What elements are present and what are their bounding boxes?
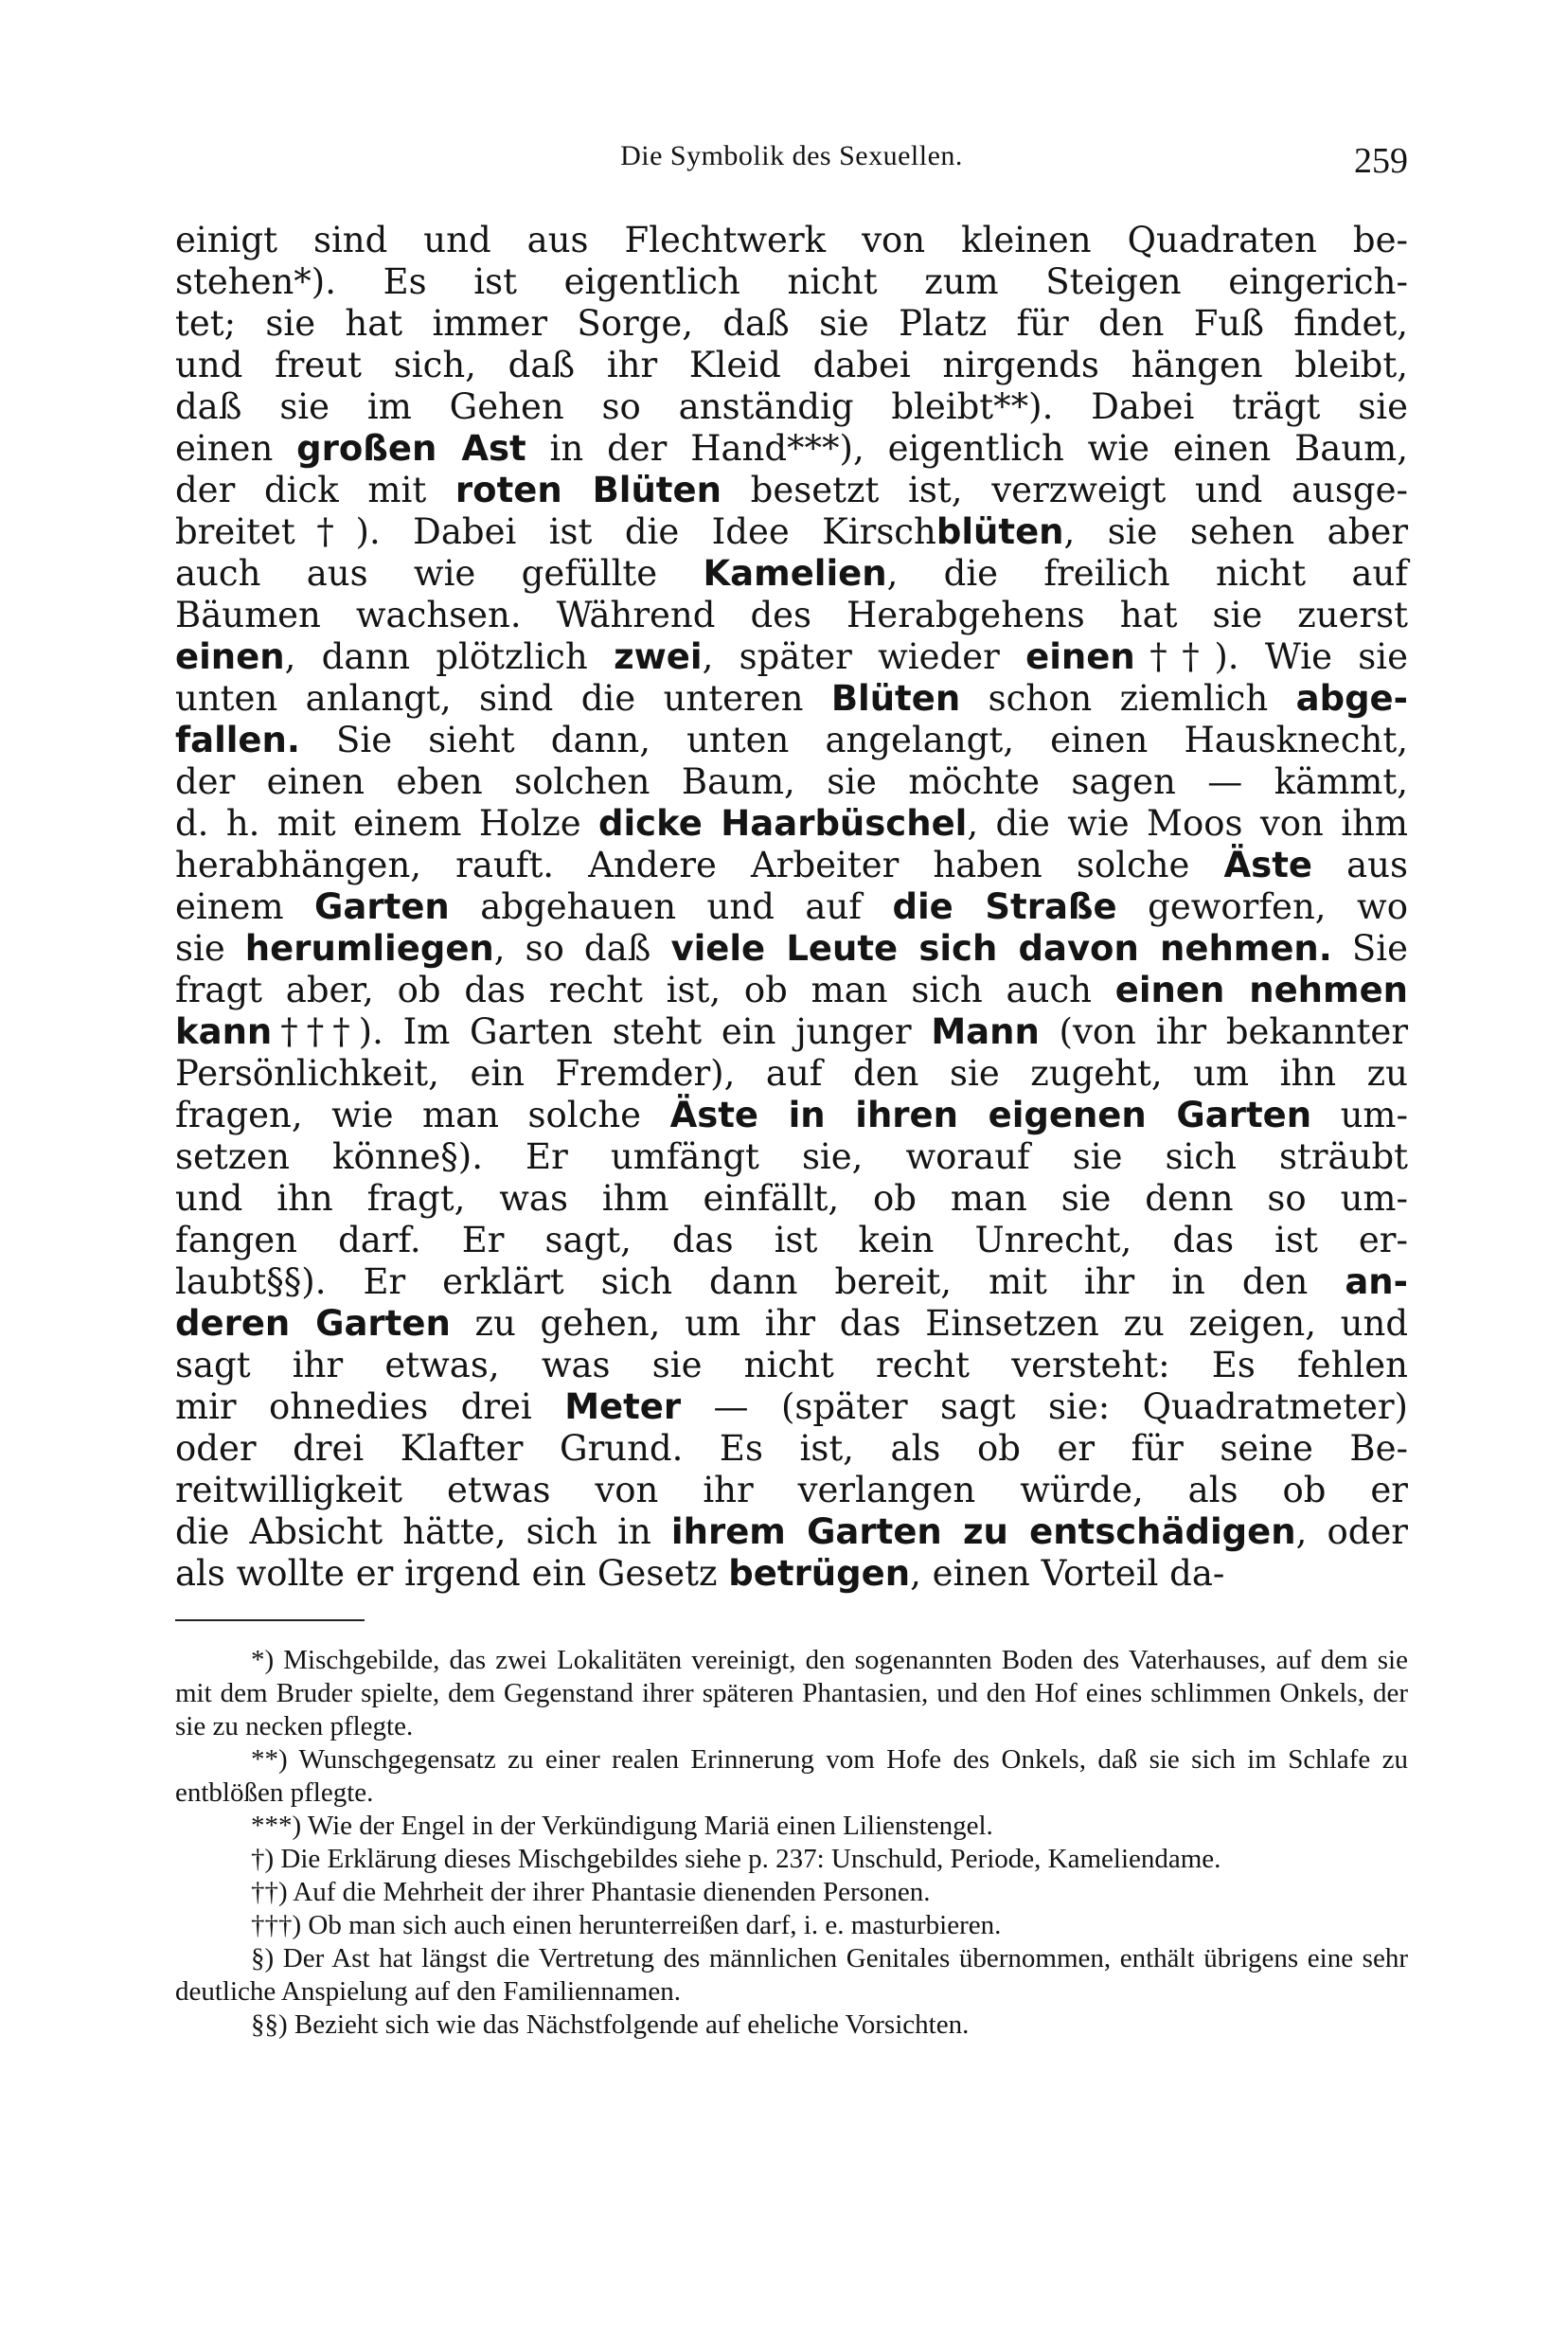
footnote: ††) Auf die Mehrheit der ihrer Phantasie dienenden Personen. (251, 1877, 931, 1907)
text-run: , dann plötzlich (284, 636, 615, 677)
text-run: um- (1311, 1095, 1408, 1135)
text-run: einigt sind und aus Flechtwerk von kleinen Quadraten be- (175, 220, 1408, 260)
text-line (175, 1386, 1408, 1428)
footnotes (175, 1644, 1408, 2042)
text-run: fragen, wie man solche (175, 1095, 670, 1135)
text-run: , so daß (493, 928, 671, 969)
running-header (175, 140, 1408, 187)
text-line (175, 1303, 1408, 1345)
text-run: der einen eben solchen Baum, sie möchte sagen — kämmt, (175, 761, 1408, 802)
text-line (175, 803, 1408, 845)
text-line (175, 470, 1408, 511)
text-run: herabhängen, rauft. Andere Arbeiter haben solche (175, 845, 1224, 885)
text-line (175, 1136, 1408, 1178)
footnote: †††) Ob man sich auch einen herunterreißen darf, i. e. masturbieren. (251, 1910, 1002, 1940)
text-run: ††). Wie sie (1134, 636, 1409, 677)
text-line (175, 303, 1408, 345)
text-run: die Absicht hätte, sich in (175, 1511, 671, 1552)
emphasized-text: zwei (614, 636, 703, 677)
text-run: daß sie im Gehen so anständig bleibt**). Dabei trägt sie (175, 386, 1408, 427)
text-run: der dick mit (175, 470, 455, 510)
text-run: einem (175, 886, 315, 927)
emphasized-text: Garten (314, 886, 450, 927)
text-line (175, 1095, 1408, 1136)
text-line (175, 886, 1408, 928)
text-run: stehen*). Es ist eigentlich nicht zum Steigen eingerich- (175, 261, 1408, 302)
emphasized-text: einen nehmen (1114, 970, 1409, 1010)
text-run: mir ohnedies drei (175, 1386, 565, 1427)
emphasized-text: Mann (931, 1011, 1040, 1052)
text-line (175, 1053, 1408, 1095)
text-line (175, 845, 1408, 886)
text-line (175, 1428, 1408, 1470)
text-line (175, 261, 1408, 303)
text-line (175, 678, 1408, 720)
text-line (175, 511, 1408, 553)
text-run: sie (175, 928, 245, 969)
footnote: **) Wunschgegensatz zu einer realen Erinnerung vom Hofe des Onkels, daß sie sich im Schlafe zu entblößen pflegte. (175, 1744, 1408, 1808)
text-run: und ihn fragt, was ihm einfällt, ob man sie denn so um- (175, 1178, 1408, 1219)
emphasized-text: deren Garten (175, 1303, 451, 1344)
text-run: — (später sagt sie: Quadratmeter) (681, 1386, 1408, 1427)
emphasized-text: kann (175, 1011, 273, 1052)
text-line (175, 386, 1408, 428)
text-run: Sie (1331, 928, 1408, 969)
text-line (175, 220, 1408, 261)
text-run: oder drei Klafter Grund. Es ist, als ob er für seine Be- (175, 1428, 1408, 1469)
text-run: sagt ihr etwas, was sie nicht recht versteht: Es fehlen (175, 1345, 1408, 1385)
emphasized-text: ihrem Garten zu entschädigen (670, 1511, 1296, 1552)
text-run: schon ziemlich (960, 678, 1296, 719)
main-text (175, 220, 1408, 1595)
text-run: zu gehen, um ihr das Einsetzen zu zeigen, und (450, 1303, 1408, 1344)
emphasized-text: einen (175, 636, 285, 677)
emphasized-text: viele Leute sich davon nehmen. (670, 928, 1332, 969)
text-run: auch aus wie gefüllte (175, 553, 704, 594)
emphasized-text: Äste (1223, 845, 1312, 885)
emphasized-text: einen (1025, 636, 1135, 677)
text-line (175, 928, 1408, 970)
text-run: Persönlichkeit, ein Fremder), auf den sie zugeht, um ihn zu (175, 1053, 1408, 1094)
text-run: †††). Im Garten steht ein junger (272, 1011, 932, 1052)
text-line (175, 428, 1408, 470)
text-line (175, 553, 1408, 595)
emphasized-text: betrügen (728, 1553, 911, 1594)
running-title: Die Symbolik des Sexuellen. (620, 140, 963, 171)
emphasized-text: herumliegen (244, 928, 494, 969)
text-run: reitwilligkeit etwas von ihr verlangen würde, als ob er (175, 1470, 1408, 1510)
text-run: laubt§§). Er erklärt sich dann bereit, mit ihr in den (175, 1261, 1345, 1302)
text-run: d. h. mit einem Holze (175, 803, 598, 844)
text-run: Sie sieht dann, unten angelangt, einen Hausknecht, (299, 720, 1408, 760)
page-number: 259 (1354, 141, 1408, 181)
footnote: §§) Bezieht sich wie das Nächstfolgende auf eheliche Vorsichten. (251, 2009, 970, 2040)
text-run: , die wie Moos von ihm (967, 803, 1408, 844)
emphasized-text: fallen. (175, 720, 300, 760)
text-run: und freut sich, daß ihr Kleid dabei nirgends hängen bleibt, (175, 345, 1408, 385)
text-run: , oder (1295, 1511, 1408, 1552)
text-run: aus (1312, 845, 1409, 885)
text-line (175, 1261, 1408, 1303)
text-run: abgehauen und auf (449, 886, 893, 927)
text-run: einen (175, 428, 297, 469)
footnote: †) Die Erklärung dieses Mischgebildes siehe p. 237: Unschuld, Periode, Kameliendame. (251, 1844, 1221, 1874)
emphasized-text: Blüten (830, 678, 961, 719)
text-run: setzen könne§). Er umfängt sie, worauf sie sich sträubt (175, 1136, 1408, 1177)
text-run: in der Hand***), eigentlich wie einen Baum, (526, 428, 1409, 469)
text-line (175, 761, 1408, 803)
emphasized-text: an- (1345, 1261, 1408, 1302)
text-run: tet; sie hat immer Sorge, daß sie Platz für den Fuß findet, (175, 303, 1408, 344)
text-line (175, 1345, 1408, 1386)
text-line (175, 595, 1408, 636)
text-run: fangen darf. Er sagt, das ist kein Unrecht, das ist er- (175, 1220, 1408, 1260)
text-run: Bäumen wachsen. Während des Herabgehens hat sie zuerst (175, 595, 1408, 635)
text-run: fragt aber, ob das recht ist, ob man sich auch (175, 970, 1115, 1010)
emphasized-text: abge- (1295, 678, 1408, 719)
text-line (175, 970, 1408, 1011)
emphasized-text: großen Ast (296, 428, 526, 469)
emphasized-text: die Straße (892, 886, 1117, 927)
text-line (175, 636, 1408, 678)
emphasized-text: roten Blüten (454, 470, 722, 510)
text-line (175, 1470, 1408, 1511)
text-line (175, 1011, 1408, 1053)
text-run: , sie sehen aber (1063, 511, 1409, 552)
footnote-separator (175, 1619, 365, 1621)
text-run: , einen Vorteil da- (910, 1553, 1225, 1594)
footnote: *) Mischgebilde, das zwei Lokalitäten vereinigt, den sogenannten Boden des Vaterhauses, auf dem sie mit dem Bruder spielte, dem Gegenstand ihrer späteren Phantasien, und den Hof eines schlimmen Onkels, der sie zu necken pflegte. (175, 1645, 1408, 1741)
emphasized-text: blüten (935, 511, 1064, 552)
emphasized-text: dicke Haarbüschel (598, 803, 968, 844)
emphasized-text: Äste in ihren eigenen Garten (669, 1095, 1312, 1135)
text-run: , später wieder (702, 636, 1026, 677)
text-run: als wollte er irgend ein Gesetz (175, 1553, 729, 1594)
text-run: besetzt ist, verzweigt und ausge- (721, 470, 1408, 510)
text-run: (von ihr bekannter (1039, 1011, 1409, 1052)
text-run: geworfen, wo (1116, 886, 1408, 927)
text-line (175, 720, 1408, 761)
text-line (175, 345, 1408, 386)
text-run: , die freilich nicht auf (886, 553, 1408, 594)
emphasized-text: Kamelien (703, 553, 887, 594)
text-run: breitet†). Dabei ist die Idee Kirsch (175, 511, 936, 552)
text-line (175, 1220, 1408, 1261)
footnote: ***) Wie der Engel in der Verkündigung Mariä einen Lilienstengel. (251, 1811, 993, 1841)
text-line (175, 1511, 1408, 1553)
text-line (175, 1553, 1408, 1595)
text-run: unten anlangt, sind die unteren (175, 678, 831, 719)
emphasized-text: Meter (564, 1386, 682, 1427)
footnote: §) Der Ast hat längst die Vertretung des männlichen Genitales übernommen, enthält übrigens eine sehr deutliche Anspielung auf den Familiennamen. (175, 1943, 1408, 2007)
text-line (175, 1178, 1408, 1220)
